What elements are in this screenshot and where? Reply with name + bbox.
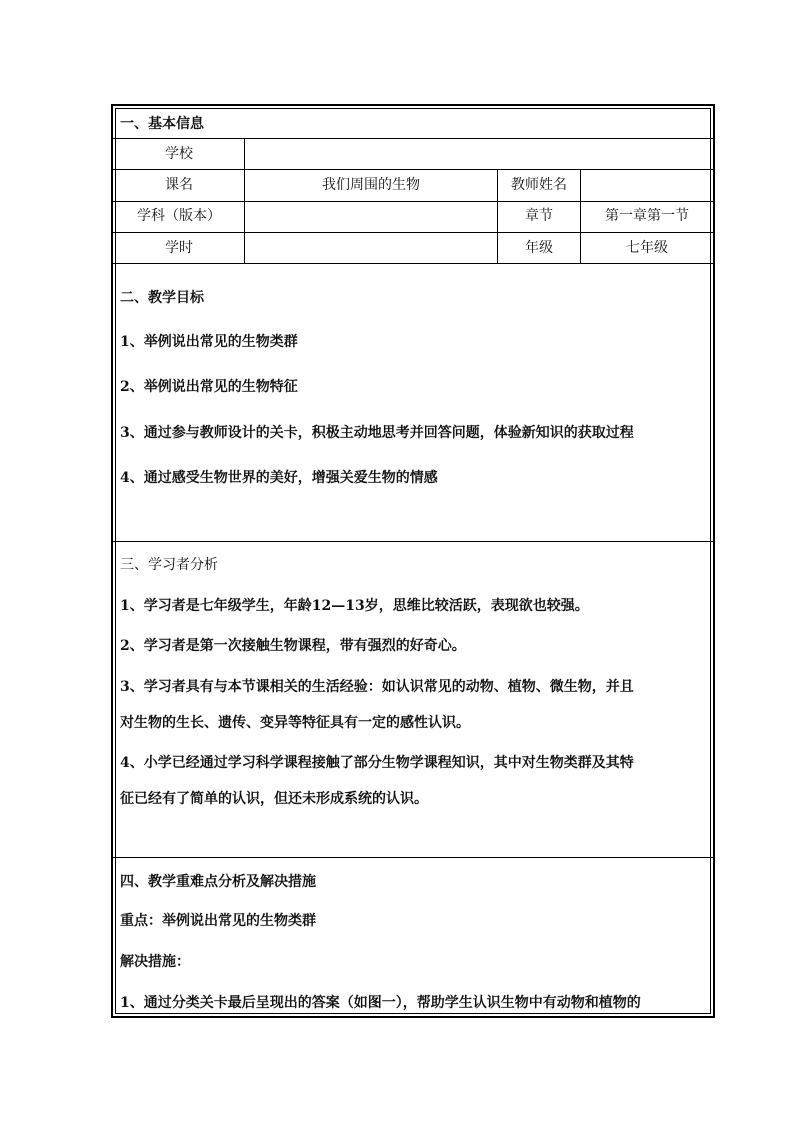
analysis-line: 征已经有了简单的认识，但还未形成系统的认识。 — [120, 791, 428, 807]
objective-item: 3、通过参与教师设计的关卡，积极主动地思考并回答问题，体验新知识的获取过程 — [120, 425, 634, 441]
objective-item: 2、举例说出常见的生物特征 — [120, 379, 298, 395]
column-divider — [244, 138, 245, 263]
row-divider — [113, 263, 713, 264]
section-divider — [113, 541, 713, 542]
section-heading-learner-analysis: 三、学习者分析 — [120, 557, 218, 573]
label-chapter: 章节 — [525, 208, 553, 224]
section-heading-objectives: 二、教学目标 — [120, 290, 204, 306]
section-heading-key-points: 四、教学重难点分析及解决措施 — [120, 874, 316, 890]
measure-item: 1、通过分类关卡最后呈现出的答案（如图一），帮助学生认识生物中有动物和植物的 — [120, 995, 641, 1011]
analysis-line: 对生物的生长、遗传、变异等特征具有一定的感性认识。 — [120, 715, 470, 731]
value-chapter: 第一章第一节 — [605, 208, 689, 224]
analysis-line: 2、学习者是第一次接触生物课程，带有强烈的好奇心。 — [120, 638, 466, 654]
label-course: 课名 — [165, 177, 193, 193]
section-divider — [113, 857, 713, 858]
key-point: 重点：举例说出常见的生物类群 — [120, 913, 316, 929]
analysis-line: 1、学习者是七年级学生，年龄12—13岁，思维比较活跃，表现欲也较强。 — [120, 598, 589, 614]
row-divider — [113, 138, 713, 139]
row-divider — [113, 201, 713, 202]
row-divider — [113, 169, 713, 170]
row-divider — [113, 232, 713, 233]
label-teacher: 教师姓名 — [511, 177, 567, 193]
label-school: 学校 — [165, 146, 193, 162]
analysis-line: 3、学习者具有与本节课相关的生活经验：如认识常见的动物、植物、微生物，并且 — [120, 679, 634, 695]
value-course: 我们周围的生物 — [322, 177, 420, 193]
label-hours: 学时 — [165, 240, 193, 256]
objective-item: 4、通过感受生物世界的美好，增强关爱生物的情感 — [120, 470, 438, 486]
section-heading-basic-info: 一、基本信息 — [120, 116, 204, 132]
measures-label: 解决措施： — [120, 954, 190, 970]
label-subject: 学科（版本） — [137, 208, 221, 224]
value-grade: 七年级 — [626, 240, 668, 256]
label-grade: 年级 — [525, 240, 553, 256]
objective-item: 1、举例说出常见的生物类群 — [120, 334, 298, 350]
analysis-line: 4、小学已经通过学习科学课程接触了部分生物学课程知识，其中对生物类群及其特 — [120, 755, 634, 771]
